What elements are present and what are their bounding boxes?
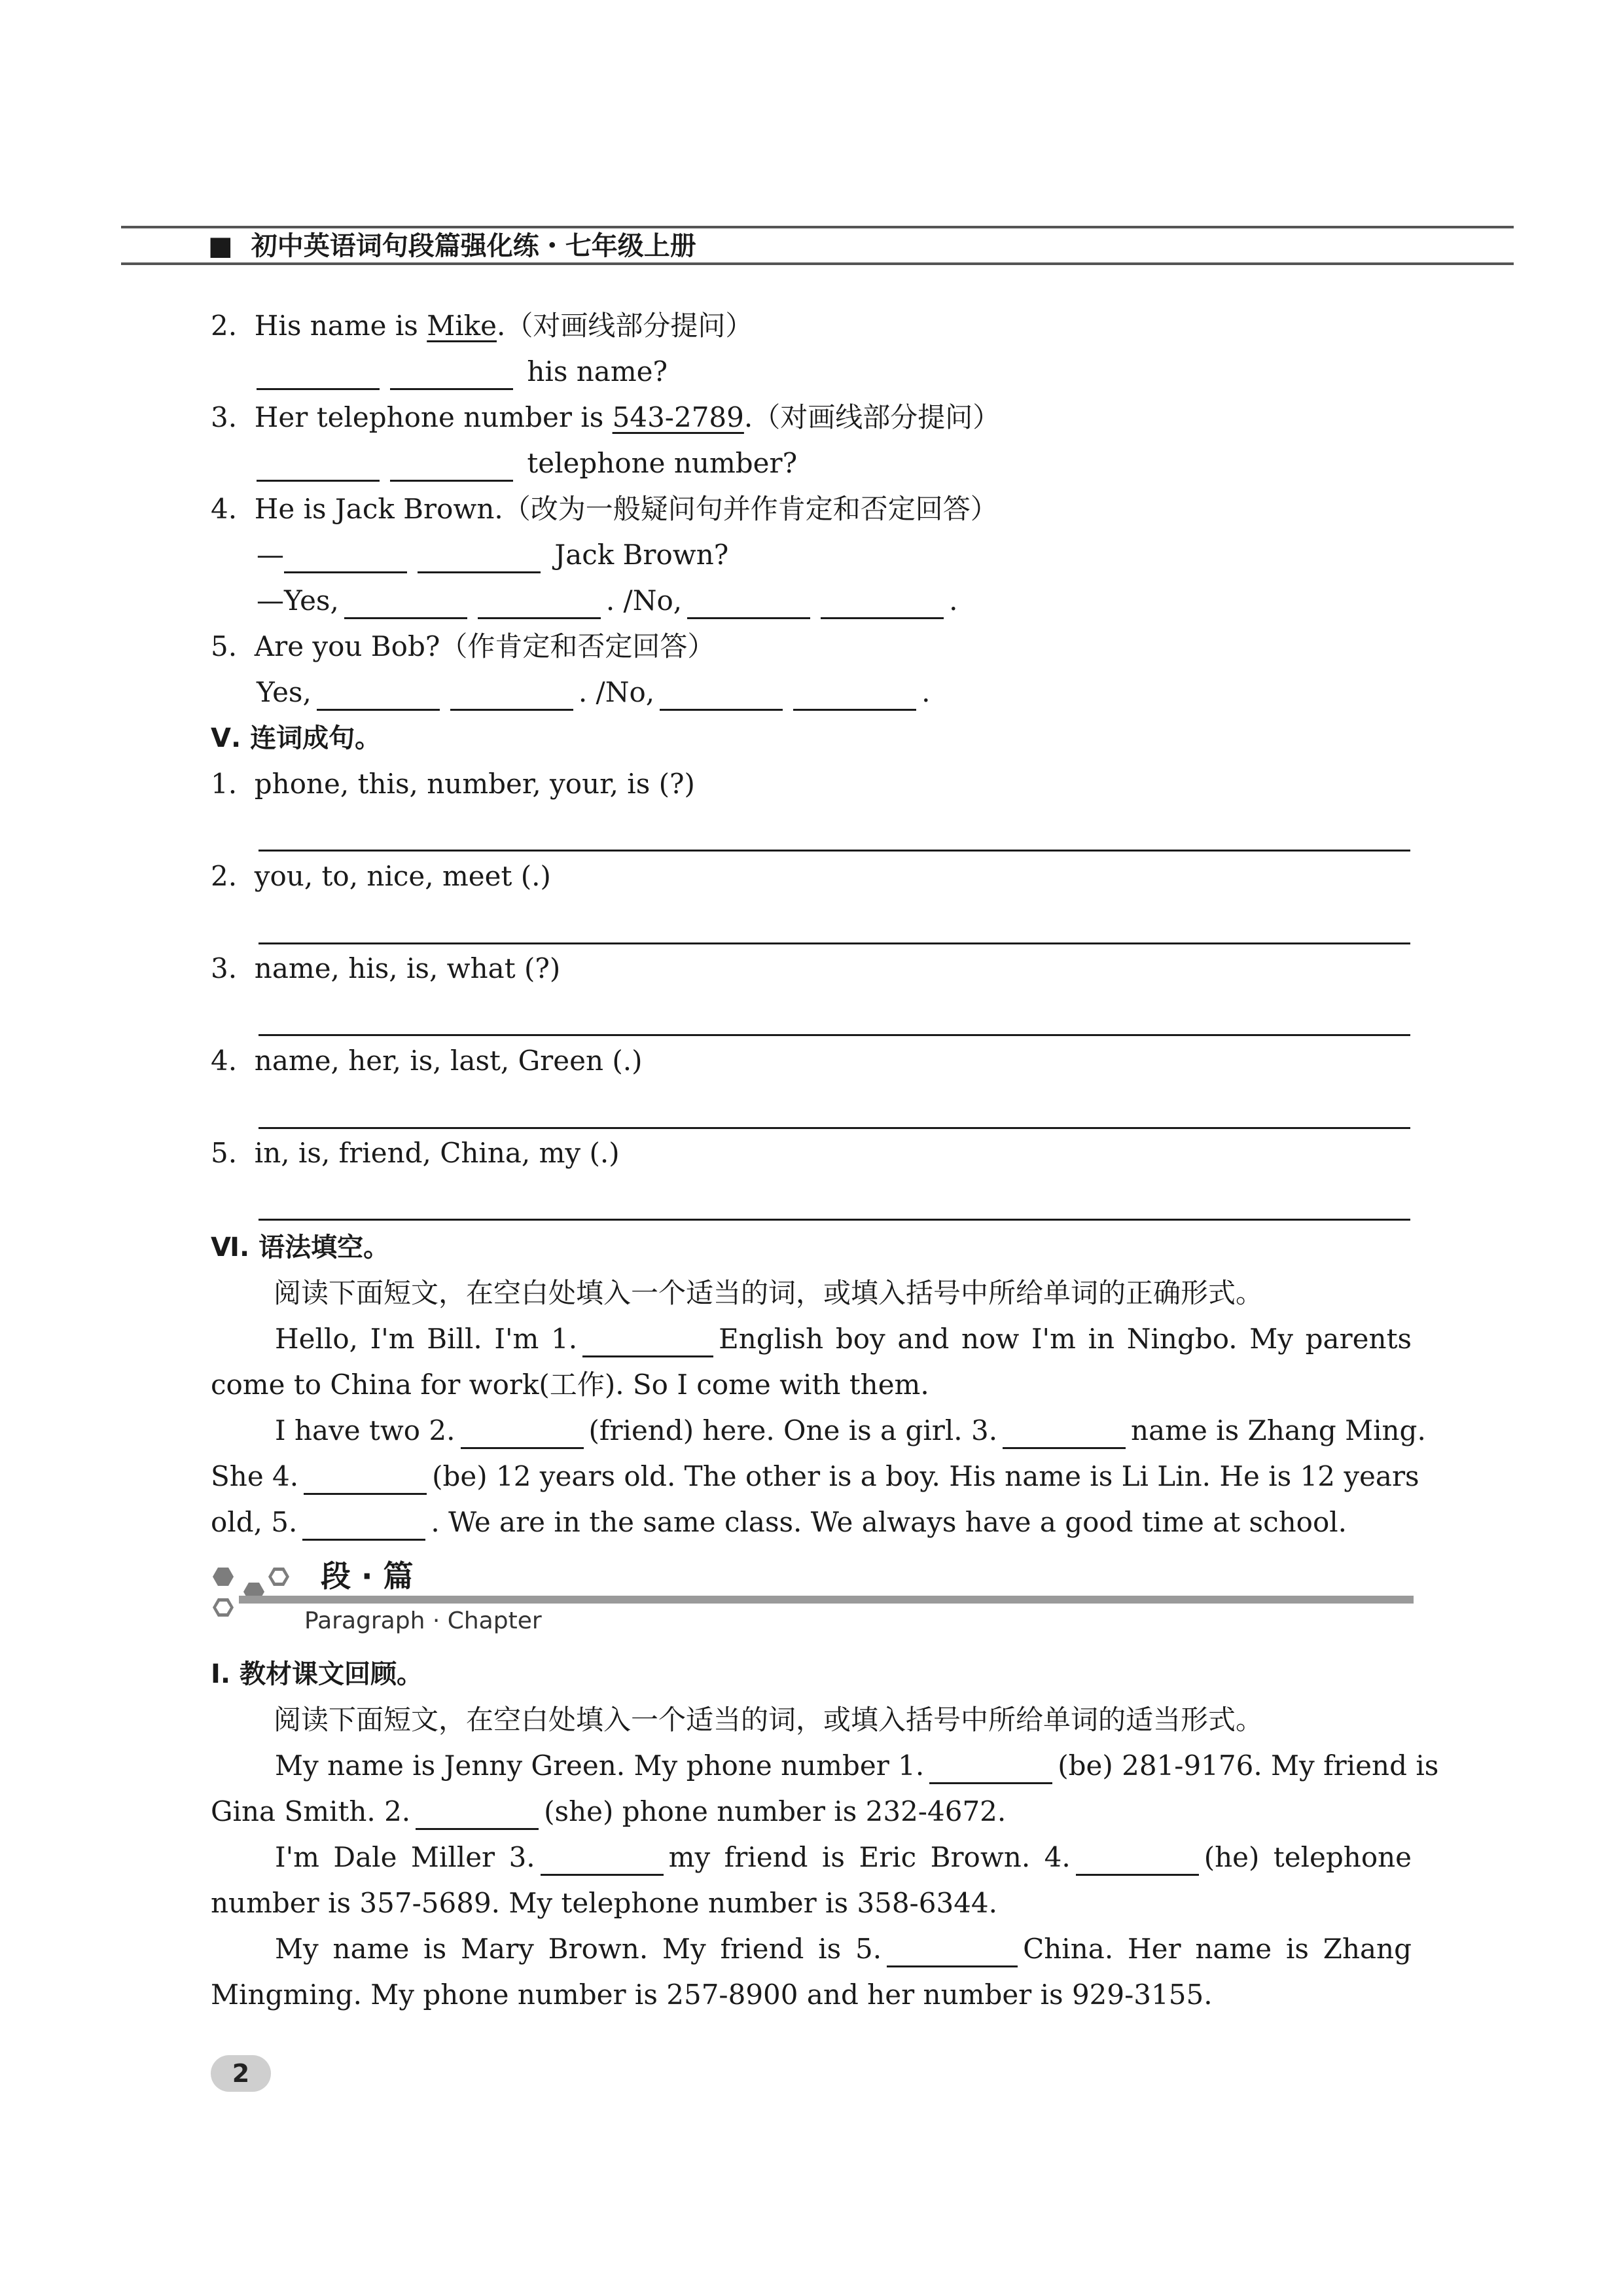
section-i-paragraph-line: Mingming. My phone number is 257-8900 and her number is 929-3155.: [211, 1979, 1213, 2011]
blank-input[interactable]: [461, 1418, 584, 1449]
blank-input[interactable]: [390, 451, 513, 482]
section-v-item-1: 1. phone, this, number, your, is (?): [211, 768, 695, 800]
blank-input[interactable]: [416, 1799, 539, 1830]
answer-line[interactable]: [259, 1034, 1410, 1036]
section-v-item-3: 3. name, his, is, what (?): [211, 952, 561, 984]
chapter-rule: [239, 1596, 1414, 1604]
blank-input[interactable]: [541, 1845, 664, 1876]
question-iv-5: 5. Are you Bob?（作肯定和否定回答）: [211, 630, 715, 662]
underlined-word: Mike: [427, 310, 497, 342]
blank-input[interactable]: [257, 359, 380, 390]
section-v-item-4: 4. name, her, is, last, Green (.): [211, 1045, 643, 1077]
answer-line[interactable]: [259, 1219, 1410, 1221]
section-i-paragraph-line: number is 357-5689. My telephone number is 358-6344.: [211, 1887, 997, 1919]
answer-iv-4-replies: —Yes, . /No, .: [257, 583, 957, 619]
answer-line[interactable]: [259, 942, 1410, 944]
section-v-item-5: 5. in, is, friend, China, my (.): [211, 1137, 620, 1169]
question-iv-2: 2. His name is Mike.（对画线部分提问）: [211, 310, 753, 342]
blank-input[interactable]: [304, 1464, 427, 1495]
blank-input[interactable]: [793, 680, 916, 711]
blank-input[interactable]: [302, 1510, 425, 1541]
question-iv-4: 4. He is Jack Brown.（改为一般疑问句并作肯定和否定回答）: [211, 493, 998, 525]
blank-input[interactable]: [929, 1753, 1052, 1784]
answer-iv-5: Yes, . /No, .: [257, 674, 930, 711]
underlined-number: 543-2789: [612, 401, 744, 433]
section-vi-title: Ⅵ. 语法填空。: [211, 1232, 390, 1263]
hexagon-outline-icon: [213, 1598, 234, 1617]
answer-iv-4-question: — Jack Brown?: [257, 537, 728, 573]
hexagon-icon: [213, 1568, 234, 1586]
chapter-subtitle: Paragraph · Chapter: [304, 1607, 542, 1634]
section-i-paragraph-line: My name is Jenny Green. My phone number 1. (be) 281-9176. My friend is: [211, 1748, 1412, 1784]
section-vi-paragraph-line: I have two 2. (friend) here. One is a girl. 3. name is Zhang Ming.: [211, 1412, 1412, 1449]
header-top-rule: [121, 226, 1514, 228]
section-vi-paragraph-line: She 4. (be) 12 years old. The other is a boy. His name is Li Lin. He is 12 years: [211, 1458, 1412, 1495]
section-i-paragraph-line: My name is Mary Brown. My friend is 5. China. Her name is Zhang: [211, 1931, 1412, 1967]
blank-input[interactable]: [582, 1327, 713, 1357]
blank-input[interactable]: [317, 680, 440, 711]
section-v-item-2: 2. you, to, nice, meet (.): [211, 860, 551, 892]
header-bottom-rule: [121, 262, 1514, 265]
section-vi-paragraph-line: old, 5. . We are in the same class. We always have a good time at school.: [211, 1504, 1347, 1541]
answer-iv-2: his name?: [257, 353, 668, 390]
section-vi-instruction: 阅读下面短文，在空白处填入一个适当的词，或填入括号中所给单词的正确形式。: [274, 1277, 1264, 1309]
chapter-title: 段 · 篇: [321, 1558, 414, 1594]
section-i-instruction: 阅读下面短文，在空白处填入一个适当的词，或填入括号中所给单词的适当形式。: [274, 1704, 1264, 1736]
blank-input[interactable]: [257, 451, 380, 482]
answer-line[interactable]: [259, 850, 1410, 852]
blank-input[interactable]: [887, 1937, 1018, 1967]
section-i-paragraph-line: I'm Dale Miller 3. my friend is Eric Brown. 4. (he) telephone: [211, 1839, 1412, 1876]
header-title: 初中英语词句段篇强化练・七年级上册: [251, 231, 696, 261]
blank-input[interactable]: [418, 543, 541, 573]
answer-line[interactable]: [259, 1127, 1410, 1129]
section-vi-paragraph-line: come to China for work(工作). So I come with them.: [211, 1369, 929, 1401]
section-i-title: Ⅰ. 教材课文回顾。: [211, 1659, 423, 1689]
blank-input[interactable]: [1076, 1845, 1199, 1876]
blank-input[interactable]: [821, 588, 944, 619]
running-header: [208, 229, 696, 263]
blank-input[interactable]: [478, 588, 601, 619]
section-v-title: Ⅴ. 连词成句。: [211, 723, 382, 753]
page-number: 2: [211, 2055, 271, 2092]
blank-input[interactable]: [344, 588, 467, 619]
blank-input[interactable]: [660, 680, 783, 711]
question-iv-3: 3. Her telephone number is 543-2789.（对画线部分提问）: [211, 401, 1001, 433]
blank-input[interactable]: [450, 680, 573, 711]
blank-input[interactable]: [390, 359, 513, 390]
blank-input[interactable]: [1003, 1418, 1126, 1449]
blank-input[interactable]: [687, 588, 810, 619]
header-marker: ■: [208, 231, 233, 261]
answer-iv-3: telephone number?: [257, 445, 797, 482]
section-i-paragraph-line: Gina Smith. 2. (she) phone number is 232-4672.: [211, 1793, 1006, 1830]
blank-input[interactable]: [284, 543, 407, 573]
section-vi-paragraph-line: Hello, I'm Bill. I'm 1. English boy and now I'm in Ningbo. My parents: [211, 1321, 1412, 1357]
hexagon-outline-icon: [268, 1568, 289, 1586]
